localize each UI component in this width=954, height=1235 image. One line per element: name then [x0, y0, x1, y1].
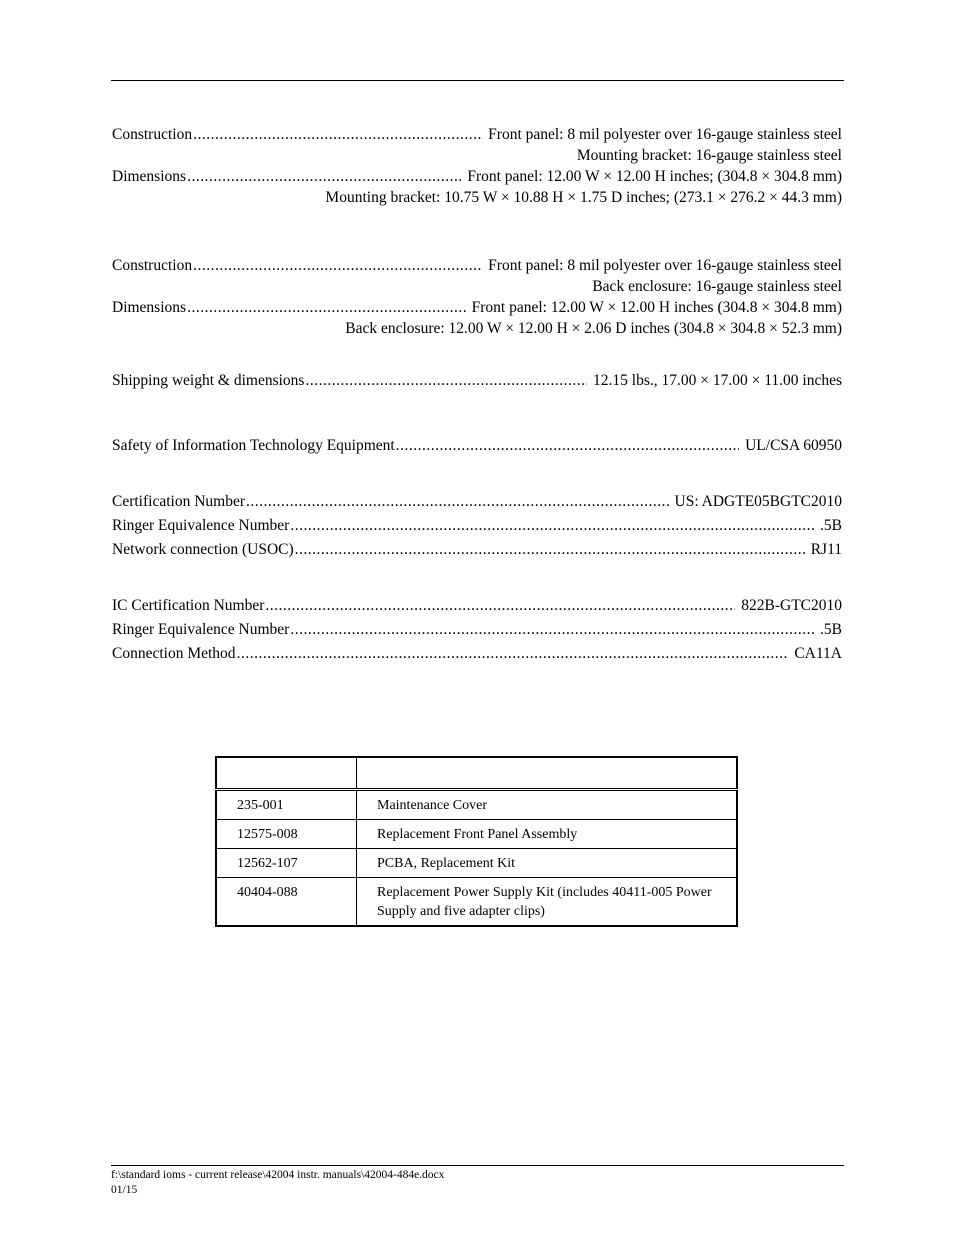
spec-label: Safety of Information Technology Equipment: [112, 437, 395, 454]
spec-label: Certification Number: [112, 493, 245, 510]
spec-row: [112, 644, 842, 668]
dot-leader: [246, 492, 669, 512]
part-number-cell: 12575-008: [216, 820, 357, 849]
spec-value: .5B: [820, 517, 842, 534]
spec-label: Construction: [112, 126, 193, 143]
spec-row: [112, 596, 842, 620]
spec-value: US: ADGTE05BGTC2010: [674, 493, 842, 510]
footer-file-path: f:\standard ioms - current release\42004 instr. manuals\42004-484e.docx: [111, 1169, 445, 1181]
parts-table: [215, 756, 738, 927]
spec-continuation: Mounting bracket: 10.75 W × 10.88 H × 1.75 D inches; (273.1 × 276.2 × 44.3 mm): [325, 189, 842, 206]
table-row: [216, 820, 737, 849]
spec-value: Front panel: 12.00 W × 12.00 H inches; (304.8 × 304.8 mm): [467, 168, 842, 185]
spec-row: [112, 256, 842, 277]
dot-leader: [305, 371, 587, 391]
dot-leader: [193, 125, 482, 145]
enclosure-specs: [112, 256, 842, 340]
shipping-specs: [112, 371, 842, 392]
bracket-specs: [112, 125, 842, 209]
table-header-row: [216, 757, 737, 790]
description-cell: Maintenance Cover: [377, 798, 488, 813]
dot-leader: [290, 620, 814, 640]
spec-label: Shipping weight & dimensions: [112, 372, 305, 389]
spec-label: IC Certification Number: [112, 597, 265, 614]
table-row: [216, 849, 737, 878]
spec-label: Dimensions: [112, 299, 187, 316]
spec-row: [112, 620, 842, 644]
spec-row: [112, 125, 842, 146]
spec-row: [112, 167, 842, 188]
spec-value: 822B-GTC2010: [741, 597, 842, 614]
dot-leader: [396, 436, 739, 456]
part-number-cell: 40404-088: [216, 878, 357, 927]
spec-value: UL/CSA 60950: [745, 437, 842, 454]
table-row: [216, 878, 737, 927]
spec-label: Construction: [112, 257, 193, 274]
spec-label: Network connection (USOC): [112, 541, 294, 558]
table-row: [216, 790, 737, 820]
safety-specs: [112, 436, 842, 457]
footer-rule: [111, 1165, 844, 1166]
dot-leader: [237, 644, 789, 664]
spec-continuation: Mounting bracket: 16-gauge stainless steel: [576, 147, 842, 164]
description-cell: Replacement Front Panel Assembly: [357, 820, 738, 849]
spec-label: Connection Method: [112, 645, 236, 662]
spec-row: [112, 516, 842, 540]
dot-leader: [290, 516, 814, 536]
spec-value: Front panel: 8 mil polyester over 16-gauge stainless steel: [488, 126, 842, 143]
dot-leader: [295, 540, 805, 560]
spec-label: Dimensions: [112, 168, 187, 185]
dot-leader: [187, 298, 466, 318]
spec-value: CA11A: [794, 645, 842, 662]
dot-leader: [187, 167, 461, 187]
spec-row: [112, 371, 842, 392]
part-number-header: [216, 757, 357, 790]
spec-value: 12.15 lbs., 17.00 × 17.00 × 11.00 inches: [593, 372, 842, 389]
description-cell: Replacement Power Supply Kit (includes 40411-005 Power Supply and five adapter clips): [357, 878, 738, 927]
spec-value: Front panel: 8 mil polyester over 16-gauge stainless steel: [488, 257, 842, 274]
spec-continuation: Back enclosure: 12.00 W × 12.00 H × 2.06 D inches (304.8 × 304.8 × 52.3 mm): [345, 320, 842, 337]
spec-row: [112, 298, 842, 319]
spec-row: [112, 540, 842, 564]
spec-continuation: Back enclosure: 16-gauge stainless steel: [592, 278, 842, 295]
dot-leader: [193, 256, 482, 276]
page-footer: [111, 1168, 444, 1198]
spec-label: Ringer Equivalence Number: [112, 517, 290, 534]
dot-leader: [265, 596, 735, 616]
ic-specs: [112, 596, 842, 668]
description-header: [357, 757, 738, 790]
description-cell: PCBA, Replacement Kit: [357, 849, 738, 878]
spec-label: Ringer Equivalence Number: [112, 621, 290, 638]
footer-date: 01/15: [111, 1184, 138, 1196]
spec-value: RJ11: [810, 541, 842, 558]
spec-row: [112, 492, 842, 516]
part-number-cell: 12562-107: [216, 849, 357, 878]
spec-value: Front panel: 12.00 W × 12.00 H inches (304.8 × 304.8 mm): [471, 299, 842, 316]
fcc-specs: [112, 492, 842, 564]
part-number-cell: 235-001: [216, 790, 357, 820]
header-rule: [111, 80, 844, 81]
spec-row: [112, 436, 842, 457]
spec-value: .5B: [820, 621, 842, 638]
